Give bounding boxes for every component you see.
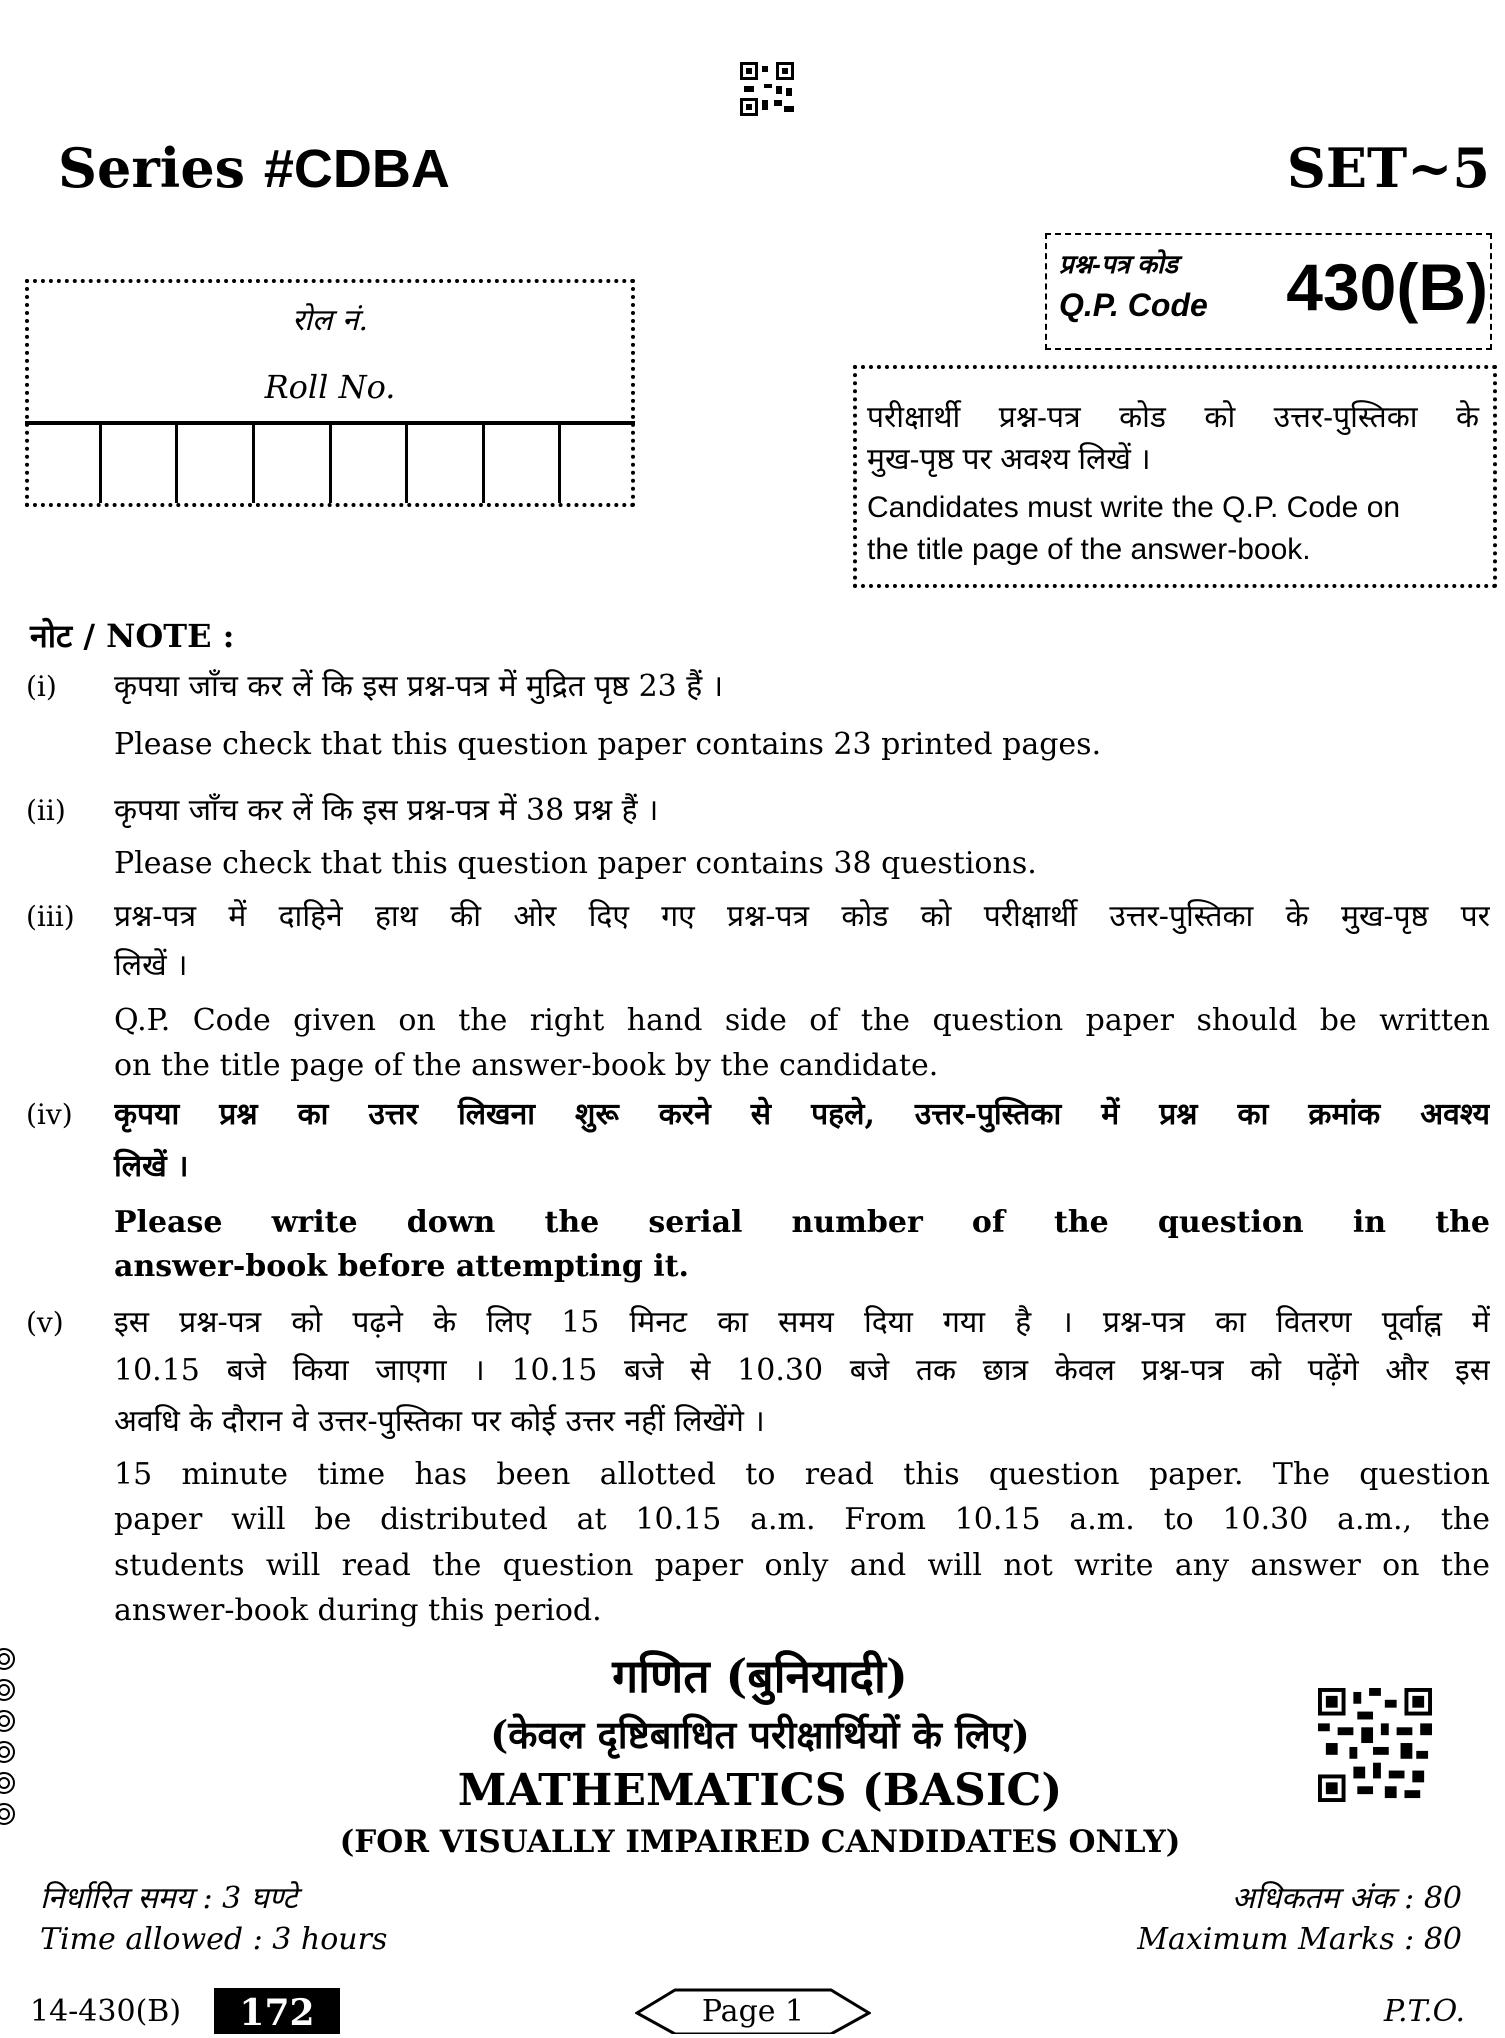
note-line-hi: कृपया जाँच कर लें कि इस प्रश्न-पत्र में 38 प्रश्न हैं । — [114, 793, 659, 828]
series-word: Series — [58, 136, 246, 200]
note-line-hi: कृपया प्रश्न का उत्तर लिखना शुरू करने से पहले, उत्तर-पुस्तिका में प्रश्न का क्रमांक अवश्य — [114, 1097, 1490, 1132]
qp-code-label: Q.P. Code — [1059, 287, 1208, 323]
note-line-en: answer-book during this period. — [114, 1593, 602, 1628]
subject-title: MATHEMATICS (BASIC) — [457, 1765, 1063, 1816]
roll-cell[interactable] — [25, 425, 102, 503]
paper-number-badge: 172 — [214, 1988, 340, 2034]
maximum-marks-hindi: अधिकतम अंक : 80 — [1231, 1881, 1462, 1916]
note-line-en: Q.P. Code given on the right hand side of the question paper should be written — [114, 1003, 1490, 1038]
note-line-en: on the title page of the answer-book by the candidate. — [114, 1048, 939, 1083]
subject-title-hindi: गणित (बुनियादी) — [612, 1649, 908, 1703]
note-label: (i) — [26, 670, 57, 703]
qp-code-value: 430(B) — [1286, 250, 1488, 324]
roll-cell[interactable] — [485, 425, 562, 503]
paper-code: 14-430(B) — [30, 1994, 182, 2029]
subject-subtitle-hindi: (केवल दृष्टिबाधित परीक्षार्थियों के लिए) — [490, 1712, 1030, 1757]
note-line-en: Please check that this question paper contains 23 printed pages. — [114, 727, 1102, 762]
note-line-en: answer-book before attempting it. — [114, 1249, 689, 1284]
roll-cell[interactable] — [561, 425, 635, 503]
instruction-line: मुख-पृष्ठ पर अवश्य लिखें । — [867, 443, 1151, 476]
note-line-en: Please check that this question paper contains 38 questions. — [114, 846, 1037, 881]
instruction-line: Candidates must write the Q.P. Code on — [867, 491, 1401, 524]
note-line-hi: लिखें । — [114, 1149, 189, 1184]
roll-label-hindi: रोल नं. — [291, 303, 369, 338]
roll-number-box — [25, 279, 635, 507]
note-heading: नोट / NOTE : — [30, 617, 235, 655]
note-line-hi: लिखें । — [114, 948, 188, 983]
note-line-en: 15 minute time has been allotted to read this question paper. The question — [114, 1457, 1490, 1492]
qp-code-box — [1045, 233, 1492, 350]
qp-instruction-box — [853, 365, 1497, 588]
note-line-en: Please write down the serial number of the question in the — [114, 1205, 1490, 1240]
roll-label: Roll No. — [264, 368, 396, 406]
roll-cell[interactable] — [178, 425, 255, 503]
note-label: (v) — [26, 1306, 64, 1339]
note-line-en: paper will be distributed at 10.15 a.m. From 10.15 a.m. to 10.30 a.m., the — [114, 1502, 1490, 1537]
time-allowed-hindi: निर्धारित समय : 3 घण्टे — [40, 1881, 298, 1916]
time-allowed: Time allowed : 3 hours — [40, 1922, 388, 1957]
note-label: (iv) — [26, 1098, 73, 1131]
note-label: (iii) — [26, 900, 75, 933]
maximum-marks: Maximum Marks : 80 — [1137, 1922, 1462, 1957]
qr-code-bottom — [1318, 1688, 1432, 1802]
pto-label: P.T.O. — [1383, 1994, 1465, 2029]
subject-subtitle: (FOR VISUALLY IMPAIRED CANDIDATES ONLY) — [339, 1824, 1181, 1860]
instruction-line: the title page of the answer-book. — [867, 533, 1311, 566]
roll-cell[interactable] — [102, 425, 179, 503]
note-line-hi: 10.15 बजे किया जाएगा । 10.15 बजे से 10.30 बजे तक छात्र केवल प्रश्न-पत्र को पढ़ेंगे और इस — [114, 1353, 1490, 1388]
note-line-hi: प्रश्न-पत्र में दाहिने हाथ की ओर दिए गए प्रश्न-पत्र कोड को परीक्षार्थी उत्तर-पुस्तिका के मुख-पृष्ठ पर — [114, 899, 1490, 934]
instruction-line: परीक्षार्थी प्रश्न-पत्र कोड को उत्तर-पुस्तिका के — [867, 401, 1479, 434]
series-label — [58, 138, 450, 199]
edge-decoration — [0, 1645, 16, 1835]
roll-number-cells[interactable] — [25, 421, 635, 503]
qr-code-top — [740, 62, 794, 116]
set-label: SET~5 — [1286, 136, 1490, 200]
page-number: Page 1 — [701, 1994, 805, 2029]
note-label: (ii) — [26, 794, 66, 827]
roll-cell[interactable] — [408, 425, 485, 503]
qp-code-label-hindi: प्रश्न-पत्र कोड — [1059, 249, 1178, 279]
note-line-en: students will read the question paper only and will not write any answer on the — [114, 1548, 1490, 1583]
note-line-hi: अवधि के दौरान वे उत्तर-पुस्तिका पर कोई उत्तर नहीं लिखेंगे । — [114, 1404, 765, 1439]
note-line-hi: कृपया जाँच कर लें कि इस प्रश्न-पत्र में मुद्रित पृष्ठ 23 हैं । — [114, 669, 724, 704]
series-code: #CDBA — [263, 139, 450, 199]
note-line-hi: इस प्रश्न-पत्र को पढ़ने के लिए 15 मिनट का समय दिया गया है । प्रश्न-पत्र का वितरण पूर्वाह्न में — [114, 1305, 1490, 1340]
roll-cell[interactable] — [332, 425, 409, 503]
roll-cell[interactable] — [255, 425, 332, 503]
